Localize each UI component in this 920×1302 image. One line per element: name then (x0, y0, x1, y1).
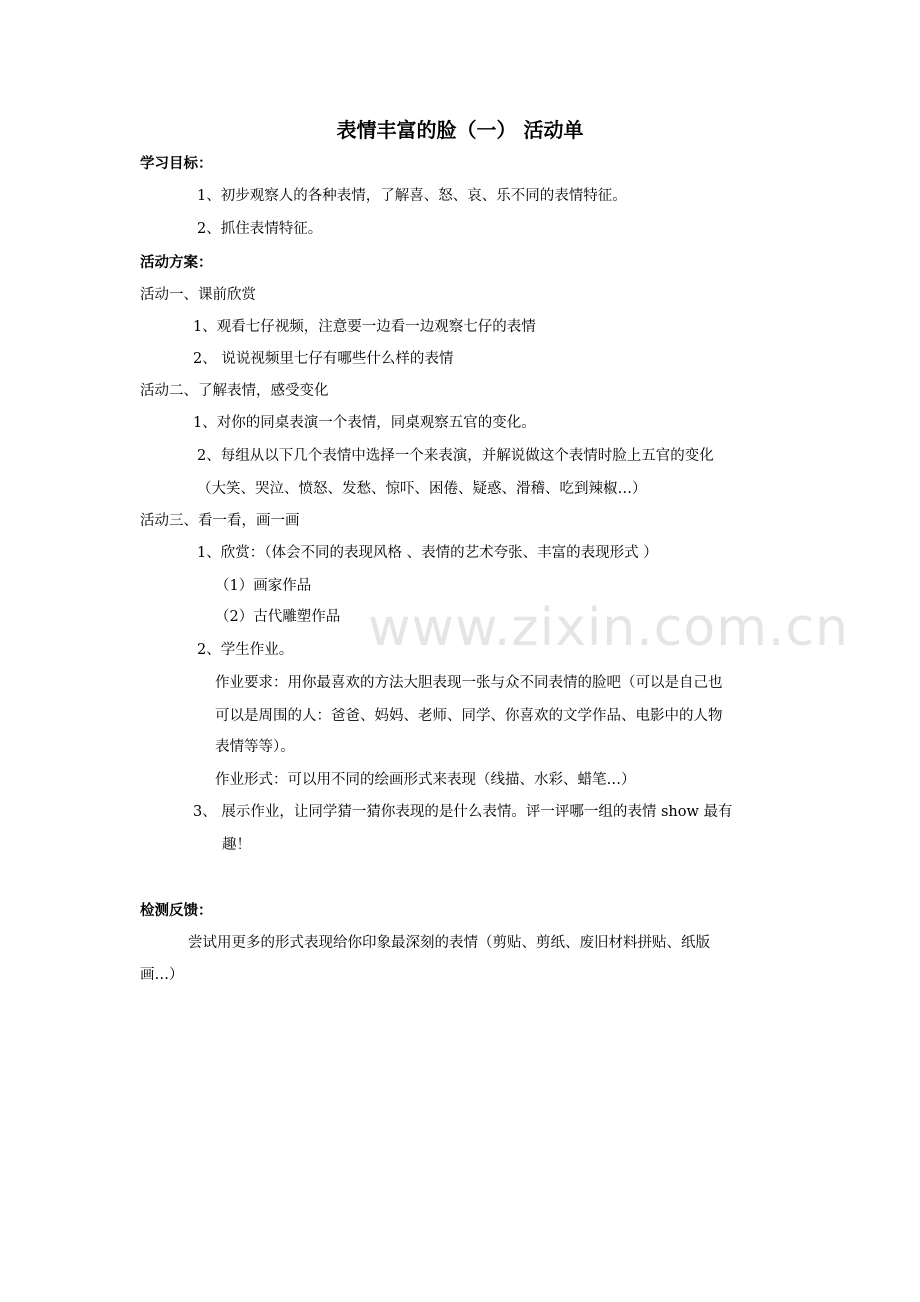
homework-requirement-line2: 可以是周围的人：爸爸、妈妈、老师、同学、你喜欢的文学作品、电影中的人物 (215, 708, 723, 724)
watermark: www.zixin.com.cn (368, 598, 849, 658)
homework-requirement-line3: 表情等等）。 (215, 739, 295, 755)
activity2-item-2: 2、每组从以下几个表情中选择一个来表演，并解说做这个表情时脸上五官的变化 (197, 448, 714, 464)
activity3-sub-1: （1）画家作品 (215, 578, 312, 594)
goal-item-1: 1、初步观察人的各种表情，了解喜、怒、哀、乐不同的表情特征。 (197, 188, 627, 204)
activity2-item-1: 1、对你的同桌表演一个表情，同桌观察五官的变化。 (193, 415, 536, 431)
activity3-title: 活动三、看一看，画一画 (140, 513, 300, 529)
activity3-item-2: 2、学生作业。 (197, 642, 294, 658)
activity3-item-1: 1、欣赏：（体会不同的表现风格 、表情的艺术夸张、丰富的表现形式 ） (197, 545, 658, 561)
goals-heading: 学习目标： (140, 156, 213, 172)
activity3-item-3-line1: 3、 展示作业，让同学猜一猜你表现的是什么表情。评一评哪一组的表情 show 最有 (193, 804, 733, 820)
activity3-item-3-line2: 趣！ (222, 837, 251, 853)
document-title: 表情丰富的脸（一） 活动单 (336, 118, 584, 142)
activity2-title: 活动二、了解表情，感受变化 (140, 383, 329, 399)
activity1-title: 活动一、课前欣赏 (140, 287, 256, 303)
homework-requirement-line1: 作业要求：用你最喜欢的方法大胆表现一张与众不同表情的脸吧（可以是自己也 (215, 675, 723, 691)
activity1-item-1: 1、观看七仔视频，注意要一边看一边观察七仔的表情 (193, 319, 536, 335)
homework-form: 作业形式：可以用不同的绘画形式来表现（线描、水彩、蜡笔…） (215, 772, 636, 788)
feedback-line1: 尝试用更多的形式表现给你印象最深刻的表情（剪贴、剪纸、废旧材料拼贴、纸版 (188, 935, 710, 951)
feedback-line2: 画…） (140, 967, 184, 983)
feedback-heading: 检测反馈： (140, 903, 213, 919)
goal-item-2: 2、抓住表情特征。 (197, 221, 323, 237)
plan-heading: 活动方案： (140, 255, 213, 271)
activity1-item-2: 2、 说说视频里七仔有哪些什么样的表情 (193, 351, 454, 367)
activity3-sub-2: （2）古代雕塑作品 (215, 609, 341, 625)
activity2-expressions: （大笑、哭泣、愤怒、发愁、惊吓、困倦、疑惑、滑稽、吃到辣椒…） (197, 481, 647, 497)
